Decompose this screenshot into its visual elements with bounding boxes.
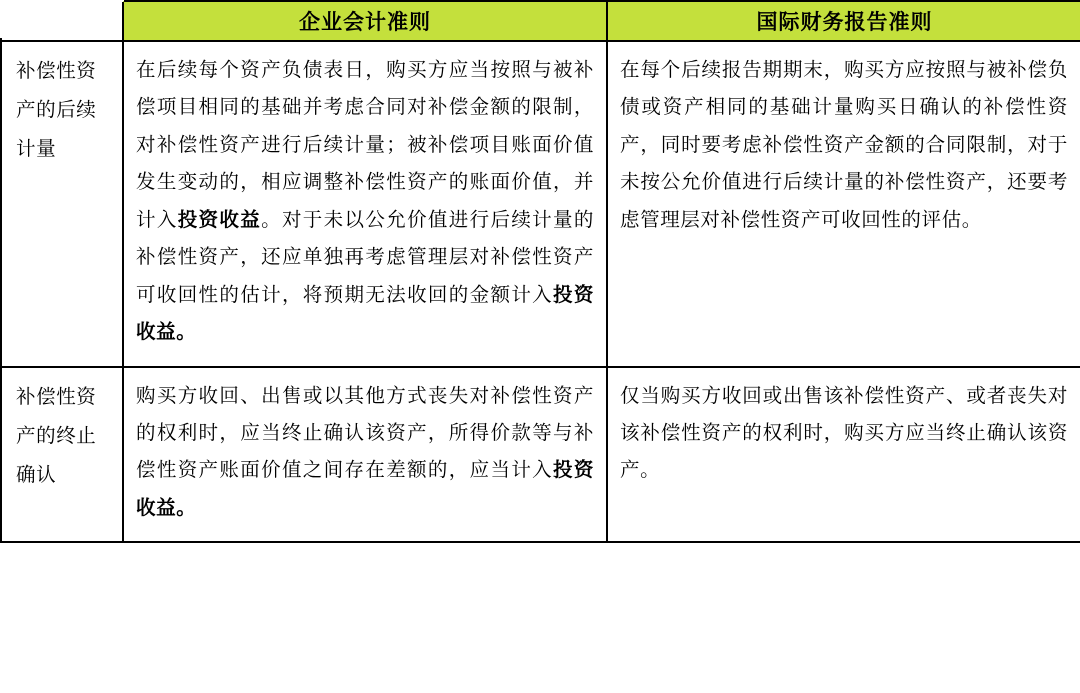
cell-cas-derecognition: [123, 367, 607, 543]
text-run: 购买方收回、出售或以其他方式丧失对补偿性资产的权利时，应当终止确认该资产，所得价款等与补偿性资产账面价值之间存在差额的，应当计入: [136, 385, 594, 482]
cell-cas-subsequent-measurement: [123, 41, 607, 367]
row-label-text: 补偿性资产的后续计量: [16, 61, 97, 160]
text-run: 在每个后续报告期期末，购买方应按照与被补偿负债或资产相同的基础计量购买日确认的补偿性资产，同时要考虑补偿性资产金额的合同限制，对于未按公允价值进行后续计量的补偿性资产，还要考虑管理层对补偿性资产可收回性的评估。: [620, 60, 1068, 231]
text-run: 在后续每个资产负债表日，购买方应当按照与被补偿项目相同的基础并考虑合同对补偿金额的限制，对补偿性资产进行后续计量；被补偿项目账面价值发生变动的，相应调整补偿性资产的账面价值，并计入: [136, 60, 594, 231]
text-run-emphasis: 投资收益: [177, 209, 262, 231]
cell-paragraph: [620, 378, 1068, 490]
text-run-emphasis: 投资收益。: [136, 284, 594, 344]
cell-ifrs-derecognition: [607, 367, 1080, 543]
text-run: 。对于未以公允价值进行后续计量的补偿性资产，还应单独再考虑管理层对补偿性资产可收回性的估计，将预期无法收回的金额计入: [136, 209, 594, 306]
table-corner-cell: [1, 1, 123, 41]
cell-ifrs-subsequent-measurement: [607, 41, 1080, 367]
column-header-cas: 企业会计准则: [123, 1, 607, 41]
table-header-row: [1, 1, 1080, 41]
table-row: [1, 367, 1080, 543]
text-run: 仅当购买方收回或出售该补偿性资产、或者丧失对该补偿性资产的权利时，购买方应当终止确认该资产。: [620, 385, 1068, 482]
row-label-derecognition: [1, 367, 123, 543]
cell-paragraph: [136, 378, 594, 528]
cell-paragraph: [136, 52, 594, 352]
table-row: [1, 41, 1080, 367]
text-run-emphasis: 投资收益。: [136, 460, 594, 519]
cell-paragraph: [620, 52, 1068, 239]
row-label-subsequent-measurement: [1, 41, 123, 367]
column-header-ifrs: 国际财务报告准则: [607, 1, 1080, 41]
row-label-text: 补偿性资产的终止确认: [16, 386, 97, 486]
